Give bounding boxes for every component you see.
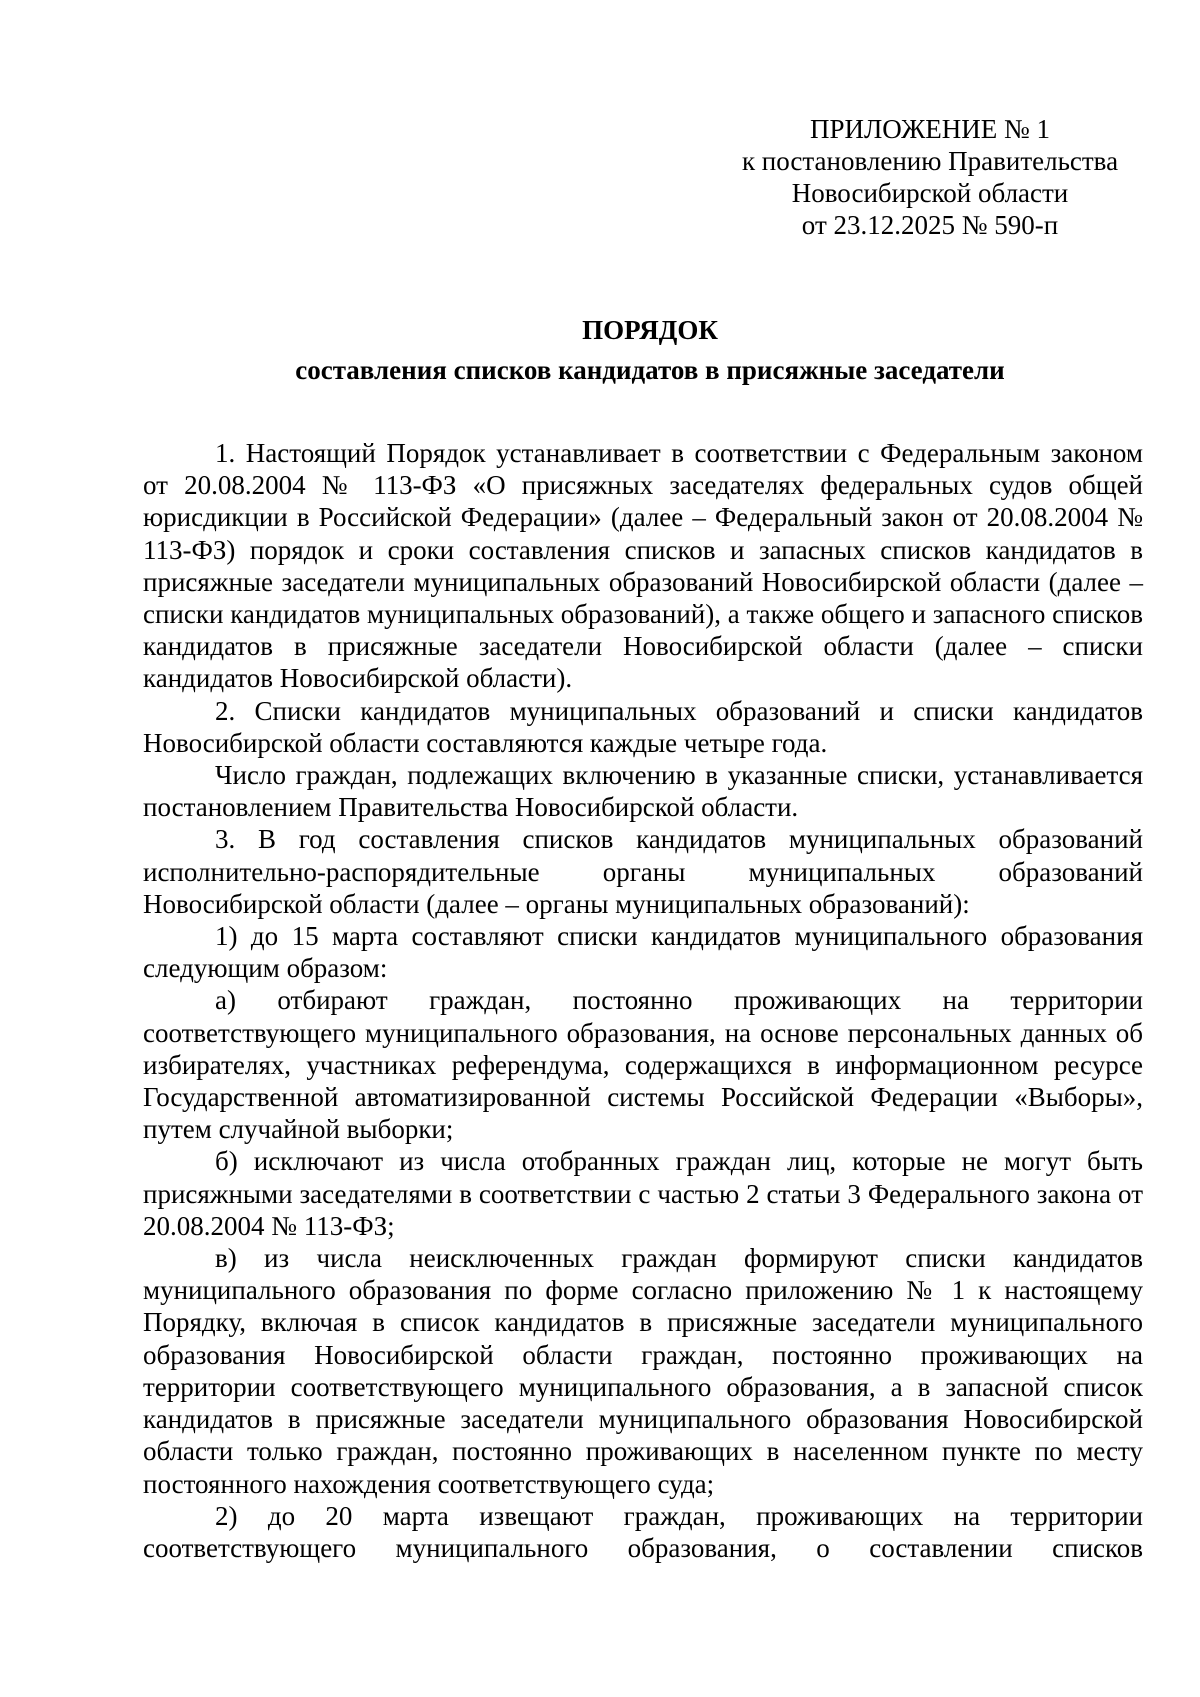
appendix-header	[720, 113, 1140, 241]
appendix-date-number: от 23.12.2025 № 590-п	[801, 210, 1059, 240]
document-heading	[100, 310, 1200, 390]
paragraph-1: 1. Настоящий Порядок устанавливает в соответствии с Федеральным законом от 20.08.2004 № 113-ФЗ «О присяжных заседателях федеральных судов общей юрисдикции в Российской Федерации» (далее – Федеральный закон от 20.08.2004 № 113-ФЗ) порядок и сроки составления списков и запасных списков кандидатов в присяжные заседатели муниципальных образований Новосибирской области (далее – списки кандидатов муниципальных образований), а также общего и запасного списков кандидатов в присяжные заседатели Новосибирской области (далее – списки кандидатов Новосибирской области).	[143, 438, 1143, 694]
paragraph-3: 3. В год составления списков кандидатов муниципальных образований исполнительно-распорядительные органы муниципальных образований Новосибирской области (далее – органы муниципальных образований):	[143, 824, 1143, 919]
appendix-reference: к постановлению Правительства	[741, 146, 1119, 176]
paragraph-2: 2. Списки кандидатов муниципальных образований и списки кандидатов Новосибирской области составляются каждые четыре года.	[143, 695, 1143, 758]
subparagraph-2: 2) до 20 марта извещают граждан, проживающих на территории соответствующего муниципального образования, о составлении списков	[143, 1500, 1143, 1563]
document-body	[143, 437, 1143, 1564]
appendix-number: ПРИЛОЖЕНИЕ № 1	[809, 114, 1051, 144]
subparagraph-1: 1) до 15 марта составляют списки кандидатов муниципального образования следующим образом:	[143, 921, 1143, 984]
appendix-region: Новосибирской области	[791, 178, 1069, 208]
subparagraph-1-c: в) из числа неисключенных граждан формируют списки кандидатов муниципального образования по форме согласно приложению № 1 к настоящему Порядку, включая в список кандидатов в присяжные заседатели муниципального образования Новосибирской области граждан, постоянно проживающих на территории соответствующего муниципального образования, а в запасной список кандидатов в присяжные заседатели муниципального образования Новосибирской области только граждан, постоянно проживающих в населенном пункте по месту постоянного нахождения соответствующего суда;	[143, 1243, 1143, 1499]
subparagraph-1-a: а) отбирают граждан, постоянно проживающих на территории соответствующего муниципального образования, на основе персональных данных об избирателях, участниках референдума, содержащихся в информационном ресурсе Государственной автоматизированной системы Российской Федерации «Выборы», путем случайной выборки;	[143, 985, 1143, 1145]
document-subtitle: составления списков кандидатов в присяжные заседатели	[295, 355, 1005, 385]
document-title: ПОРЯДОК	[582, 315, 718, 345]
subparagraph-1-b: б) исключают из числа отобранных граждан лиц, которые не могут быть присяжными заседателями в соответствии с частью 2 статьи 3 Федерального закона от 20.08.2004 № 113-ФЗ;	[143, 1146, 1143, 1241]
paragraph-2-continued: Число граждан, подлежащих включению в указанные списки, устанавливается постановлением Правительства Новосибирской области.	[143, 760, 1143, 823]
